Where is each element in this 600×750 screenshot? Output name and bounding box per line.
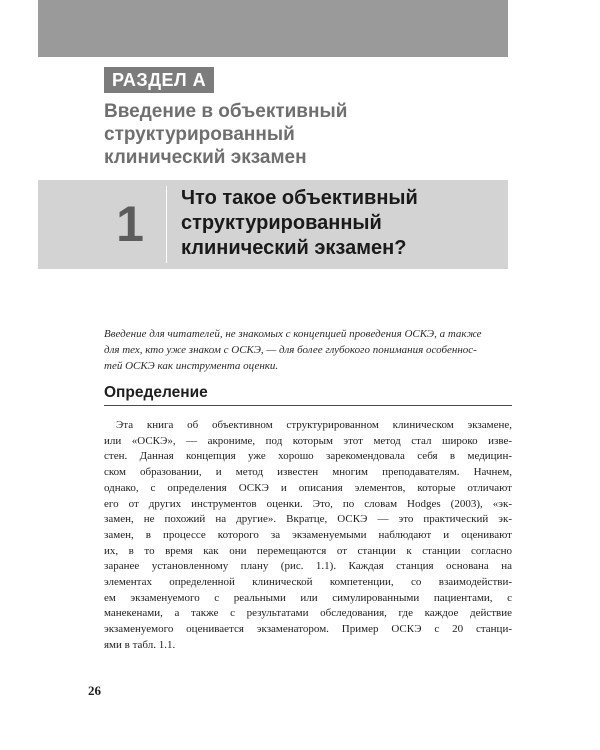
header-band — [38, 0, 508, 57]
section-title — [104, 100, 464, 169]
intro-line: Введение для читателей, не знакомых с концепцией проведения ОСКЭ, а также — [104, 328, 482, 340]
paragraph-line: ском образовании, и метод известен многим преподавателям. Начнем, — [104, 466, 512, 479]
chapter-number: 1 — [116, 196, 144, 252]
paragraph-line: ем экзаменуемого с реальными или симулированными пациентами, с — [104, 591, 512, 604]
definition-paragraph — [104, 418, 512, 654]
section-title-line: Введение в объективный — [104, 101, 348, 122]
paragraph-line: замен, в процессе которого за экзаменуемыми наблюдают и оценивают — [104, 528, 512, 541]
definition-heading: Определение — [104, 384, 208, 401]
chapter-title — [181, 186, 501, 261]
paragraph-line: замен, не похожий на другие». Вкратце, ОСКЭ — это практический эк- — [104, 513, 512, 526]
intro-line: для тех, кто уже знаком с ОСКЭ, — для более глубокого понимания особеннос- — [104, 344, 477, 356]
page-number: 26 — [88, 683, 101, 698]
chapter-title-line: Что такое объективный — [181, 187, 418, 209]
paragraph-line: заранее установленному плану (рис. 1.1). Каждая станция основана на — [104, 560, 512, 573]
chapter-divider — [166, 186, 167, 263]
heading-underline — [104, 405, 512, 406]
chapter-title-line: структурированный — [181, 212, 382, 234]
paragraph-line: элементах определенной клинической компетенции, со взаимодействи- — [104, 576, 512, 589]
paragraph-line: Эта книга об объективном структурированном клиническом экзамене, — [116, 419, 512, 431]
paragraph-line: стен. Данная концепция уже хорошо зарекомендовала себя в медицин- — [104, 450, 512, 463]
intro-line: тей ОСКЭ как инструмента оценки. — [104, 360, 279, 372]
paragraph-line: его от других инструментов оценки. Это, по словам Hodges (2003), «эк- — [104, 497, 512, 510]
paragraph-line: ями в табл. 1.1. — [104, 638, 176, 651]
chapter-title-line: клинический экзамен? — [181, 237, 407, 259]
paragraph-line: или «ОСКЭ», — акрониме, под которым этот метод стал широко изве- — [104, 434, 512, 447]
paragraph-line: однако, с определения ОСКЭ и описания элементов, которые отличают — [104, 481, 512, 494]
paragraph-line: их, в то время как они перемещаются от станции к станции согласно — [104, 544, 512, 557]
paragraph-line: экзаменуемого оценивается экзаменатором. Пример ОСКЭ с 20 станци- — [104, 623, 512, 636]
section-title-line: структурированный — [104, 124, 295, 145]
section-title-line: клинический экзамен — [104, 147, 307, 168]
paragraph-line: манекенами, а также с результатами обследования, где каждое действие — [104, 607, 512, 620]
chapter-intro — [104, 326, 512, 374]
section-badge: РАЗДЕЛ А — [104, 67, 214, 93]
